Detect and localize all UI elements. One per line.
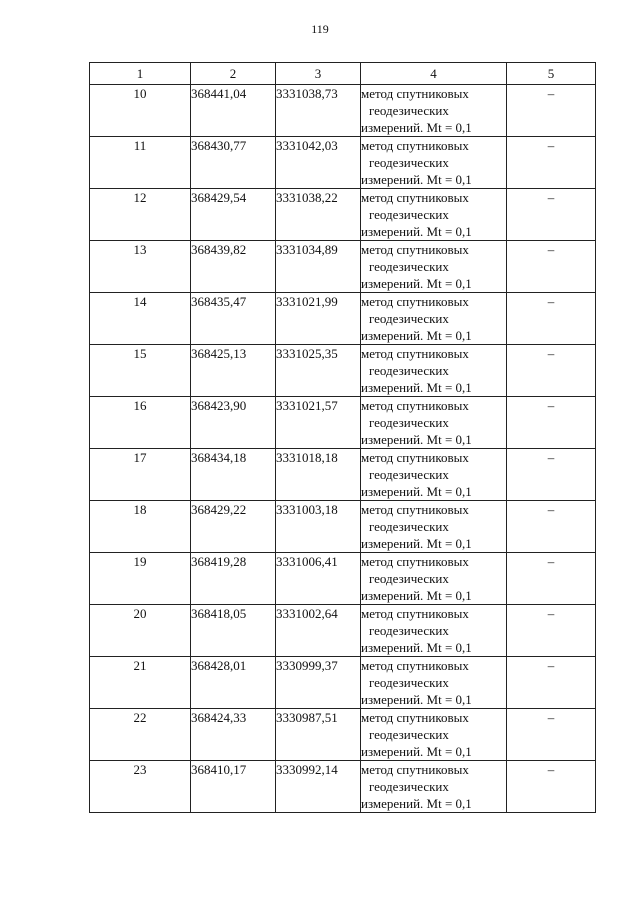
measurement-method <box>361 605 507 657</box>
column-5-value: – <box>507 657 596 709</box>
coordinate-y: 3330999,37 <box>276 657 361 709</box>
method-line-3: измерений. Mt = 0,1 <box>361 328 472 343</box>
coordinate-y: 3331006,41 <box>276 553 361 605</box>
measurement-method <box>361 293 507 345</box>
table-row <box>90 85 596 137</box>
header-row <box>90 63 596 85</box>
coordinate-x: 368435,47 <box>191 293 276 345</box>
coordinate-y: 3331042,03 <box>276 137 361 189</box>
column-5-value: – <box>507 345 596 397</box>
measurement-method <box>361 137 507 189</box>
method-line-3: измерений. Mt = 0,1 <box>361 380 472 395</box>
table-row <box>90 761 596 813</box>
method-line-2: геодезических <box>369 519 449 534</box>
column-5-value: – <box>507 501 596 553</box>
coordinate-y: 3331038,22 <box>276 189 361 241</box>
measurement-method <box>361 709 507 761</box>
table-row <box>90 137 596 189</box>
point-number: 15 <box>90 345 191 397</box>
coordinate-x: 368425,13 <box>191 345 276 397</box>
method-line-1: метод спутниковых <box>361 294 469 309</box>
table-body <box>90 85 596 813</box>
column-5-value: – <box>507 189 596 241</box>
method-line-1: метод спутниковых <box>361 554 469 569</box>
method-line-1: метод спутниковых <box>361 190 469 205</box>
coordinate-y: 3331003,18 <box>276 501 361 553</box>
method-line-3: измерений. Mt = 0,1 <box>361 432 472 447</box>
measurement-method <box>361 553 507 605</box>
coordinate-x: 368430,77 <box>191 137 276 189</box>
column-5-value: – <box>507 449 596 501</box>
coordinate-y: 3331018,18 <box>276 449 361 501</box>
point-number: 11 <box>90 137 191 189</box>
measurement-method <box>361 501 507 553</box>
column-5-value: – <box>507 761 596 813</box>
method-line-3: измерений. Mt = 0,1 <box>361 796 472 811</box>
point-number: 18 <box>90 501 191 553</box>
point-number: 17 <box>90 449 191 501</box>
table-row <box>90 605 596 657</box>
coordinate-y: 3331021,99 <box>276 293 361 345</box>
method-line-2: геодезических <box>369 727 449 742</box>
method-line-3: измерений. Mt = 0,1 <box>361 588 472 603</box>
point-number: 13 <box>90 241 191 293</box>
point-number: 21 <box>90 657 191 709</box>
coordinate-x: 368429,54 <box>191 189 276 241</box>
coordinate-x: 368429,22 <box>191 501 276 553</box>
point-number: 19 <box>90 553 191 605</box>
method-line-1: метод спутниковых <box>361 398 469 413</box>
column-5-value: – <box>507 241 596 293</box>
method-line-3: измерений. Mt = 0,1 <box>361 276 472 291</box>
column-5-value: – <box>507 85 596 137</box>
coordinate-x: 368419,28 <box>191 553 276 605</box>
method-line-2: геодезических <box>369 571 449 586</box>
method-line-2: геодезических <box>369 207 449 222</box>
method-line-2: геодезических <box>369 779 449 794</box>
coordinate-y: 3331038,73 <box>276 85 361 137</box>
method-line-2: геодезических <box>369 623 449 638</box>
coordinate-x: 368439,82 <box>191 241 276 293</box>
method-line-1: метод спутниковых <box>361 762 469 777</box>
method-line-2: геодезических <box>369 155 449 170</box>
method-line-1: метод спутниковых <box>361 346 469 361</box>
method-line-3: измерений. Mt = 0,1 <box>361 692 472 707</box>
method-line-2: геодезических <box>369 259 449 274</box>
coordinate-y: 3331002,64 <box>276 605 361 657</box>
method-line-3: измерений. Mt = 0,1 <box>361 172 472 187</box>
measurement-method <box>361 449 507 501</box>
method-line-2: геодезических <box>369 103 449 118</box>
method-line-1: метод спутниковых <box>361 242 469 257</box>
method-line-1: метод спутниковых <box>361 606 469 621</box>
measurement-method <box>361 761 507 813</box>
method-line-2: геодезических <box>369 311 449 326</box>
point-number: 16 <box>90 397 191 449</box>
coordinate-y: 3331025,35 <box>276 345 361 397</box>
header-col-5: 5 <box>507 63 596 85</box>
coordinate-x: 368418,05 <box>191 605 276 657</box>
point-number: 23 <box>90 761 191 813</box>
measurement-method <box>361 345 507 397</box>
page-number: 119 <box>311 22 329 36</box>
table-header <box>90 63 596 85</box>
method-line-2: геодезических <box>369 415 449 430</box>
method-line-3: измерений. Mt = 0,1 <box>361 224 472 239</box>
coordinate-x: 368410,17 <box>191 761 276 813</box>
method-line-3: измерений. Mt = 0,1 <box>361 536 472 551</box>
column-5-value: – <box>507 397 596 449</box>
point-number: 22 <box>90 709 191 761</box>
table-row <box>90 553 596 605</box>
coordinate-y: 3330992,14 <box>276 761 361 813</box>
table-row <box>90 501 596 553</box>
coordinates-table <box>89 62 596 813</box>
column-5-value: – <box>507 605 596 657</box>
coordinate-y: 3330987,51 <box>276 709 361 761</box>
method-line-2: геодезических <box>369 363 449 378</box>
point-number: 14 <box>90 293 191 345</box>
coordinate-x: 368424,33 <box>191 709 276 761</box>
coordinate-x: 368441,04 <box>191 85 276 137</box>
table-row <box>90 189 596 241</box>
measurement-method <box>361 85 507 137</box>
coordinate-y: 3331034,89 <box>276 241 361 293</box>
method-line-1: метод спутниковых <box>361 86 469 101</box>
table-row <box>90 241 596 293</box>
method-line-1: метод спутниковых <box>361 710 469 725</box>
table-row <box>90 657 596 709</box>
coordinate-y: 3331021,57 <box>276 397 361 449</box>
table-row <box>90 709 596 761</box>
header-col-2: 2 <box>191 63 276 85</box>
method-line-2: геодезических <box>369 467 449 482</box>
point-number: 20 <box>90 605 191 657</box>
table-row <box>90 449 596 501</box>
header-col-3: 3 <box>276 63 361 85</box>
method-line-3: измерений. Mt = 0,1 <box>361 640 472 655</box>
method-line-3: измерений. Mt = 0,1 <box>361 120 472 135</box>
method-line-1: метод спутниковых <box>361 502 469 517</box>
measurement-method <box>361 657 507 709</box>
table-row <box>90 293 596 345</box>
header-col-1: 1 <box>90 63 191 85</box>
column-5-value: – <box>507 293 596 345</box>
table-row <box>90 345 596 397</box>
method-line-2: геодезических <box>369 675 449 690</box>
coordinate-x: 368434,18 <box>191 449 276 501</box>
method-line-1: метод спутниковых <box>361 450 469 465</box>
coordinate-x: 368428,01 <box>191 657 276 709</box>
method-line-3: измерений. Mt = 0,1 <box>361 484 472 499</box>
measurement-method <box>361 241 507 293</box>
method-line-1: метод спутниковых <box>361 138 469 153</box>
column-5-value: – <box>507 709 596 761</box>
column-5-value: – <box>507 553 596 605</box>
header-col-4: 4 <box>361 63 507 85</box>
coordinate-x: 368423,90 <box>191 397 276 449</box>
column-5-value: – <box>507 137 596 189</box>
point-number: 10 <box>90 85 191 137</box>
measurement-method <box>361 189 507 241</box>
measurement-method <box>361 397 507 449</box>
point-number: 12 <box>90 189 191 241</box>
method-line-1: метод спутниковых <box>361 658 469 673</box>
table-row <box>90 397 596 449</box>
method-line-3: измерений. Mt = 0,1 <box>361 744 472 759</box>
